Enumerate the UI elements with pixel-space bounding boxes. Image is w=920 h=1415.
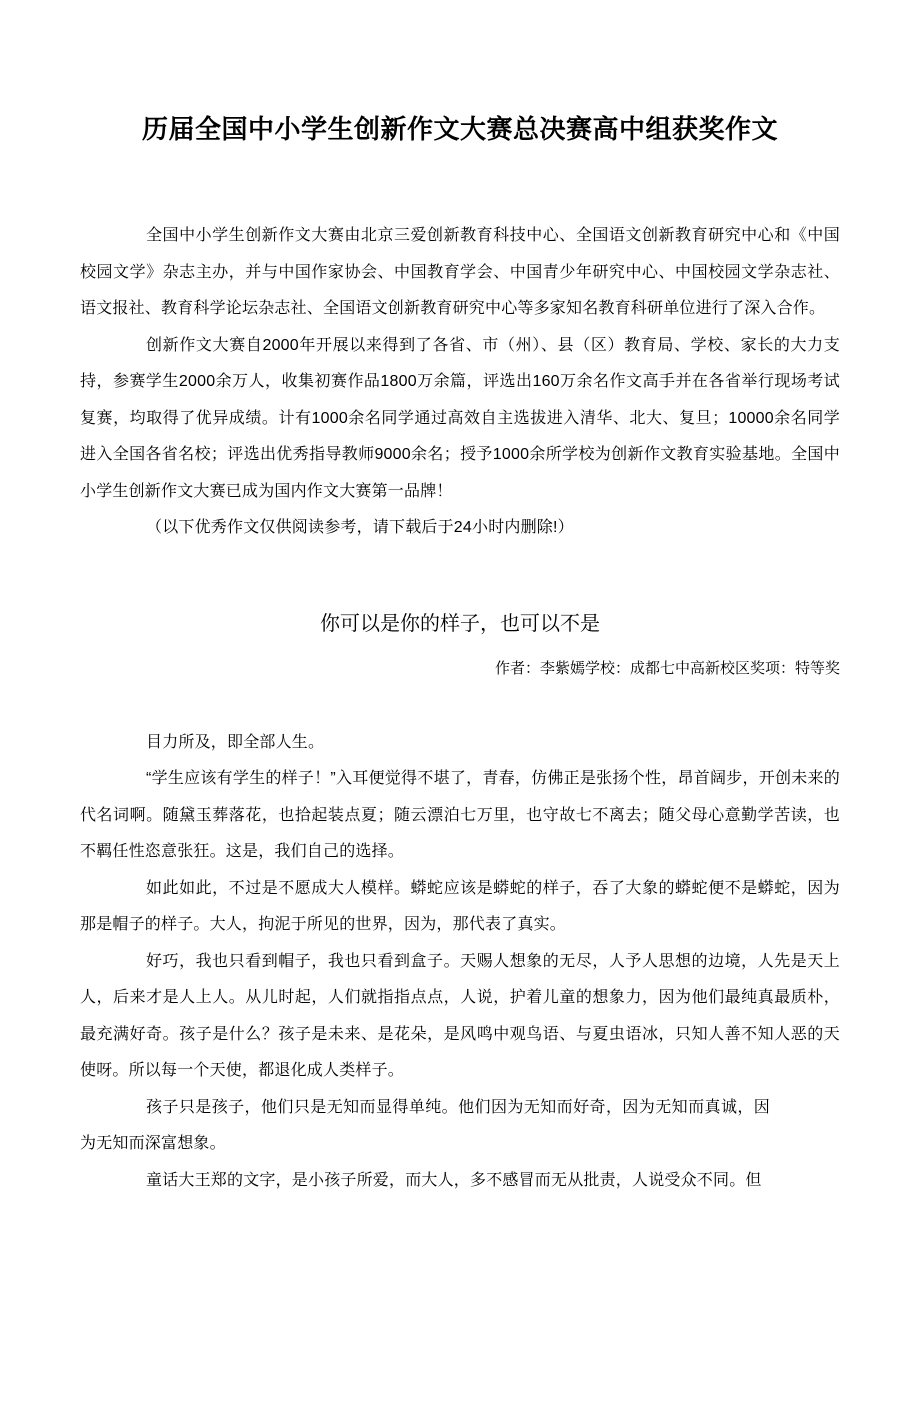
essay-paragraph: 童话大王郑的文字，是小孩子所爱，而大人，多不感冒而无从批责，人说受众不同。但	[146, 1171, 762, 1189]
page-title: 历届全国中小学生创新作文大赛总决赛高中组获奖作文	[141, 114, 778, 144]
essay-paragraph: “学生应该有学生的样子！”入耳便觉得不堪了，青春，仿佛正是张扬个性，昂首阔步，开创未来的代名词啊。随黛玉葬落花，也拾起装点夏；随云漂泊七万里，也守故七不离去；随父母心意勤学苦读，也不羁任性恣意张狂。这是，我们自己的选择。	[80, 770, 840, 860]
essay-paragraph: 如此如此，不过是不愿成大人模样。蟒蛇应该是蟒蛇的样子，吞了大象的蟒蛇便不是蟒蛇，因为那是帽子的样子。大人，拘泥于所见的世界，因为，那代表了真实。	[80, 879, 840, 933]
essay-body	[80, 725, 840, 1200]
intro-paragraph: 全国中小学生创新作文大赛由北京三爱创新教育科技中心、全国语文创新教育研究中心和《中国校园文学》杂志主办，并与中国作家协会、中国教育学会、中国青少年研究中心、中国校园文学杂志社、语文报社、教育科学论坛杂志社、全国语文创新教育研究中心等多家知名教育科研单位进行了深入合作。	[80, 227, 840, 317]
intro-section	[80, 218, 840, 547]
essay-paragraph: 目力所及，即全部人生。	[146, 733, 325, 751]
notice-line: （以下优秀作文仅供阅读参考，请下载后于24小时内删除!）	[146, 519, 574, 536]
essay-byline: 作者：李紫嫣学校：成都七中高新校区奖项：特等奖	[494, 659, 840, 677]
essay-title: 你可以是你的样子，也可以不是	[320, 612, 600, 635]
document-page	[0, 112, 920, 1415]
essay-paragraph: 好巧，我也只看到帽子，我也只看到盒子。天赐人想象的无尽，人予人思想的边境，人先是天上人，后来才是人上人。从儿时起，人们就指指点点，人说，护着儿童的想象力，因为他们最纯真最质朴，最充满好奇。孩子是什么？孩子是未来、是花朵，是风鸣中观鸟语、与夏虫语冰，只知人善不知人恶的天使呀。所以每一个天使，都退化成人类样子。	[80, 952, 840, 1079]
intro-paragraph: 创新作文大赛自2000年开展以来得到了各省、市（州）、县（区）教育局、学校、家长的大力支持，参赛学生2000余万人，收集初赛作品1800万余篇，评选出160万余名作文高手并在各省举行现场考试复赛，均取得了优异成绩。计有1000余名同学通过高效自主选拔进入清华、北大、复旦；10000余名同学进入全国各省名校；评选出优秀指导教师9000余名；授予1000余所学校为创新作文教育实验基地。全国中小学生创新作文大赛已成为国内作文大赛第一品牌！	[80, 336, 840, 500]
essay-paragraph: 孩子只是孩子，他们只是无知而显得单纯。他们因为无知而好奇，因为无知而真诚，因为无知而深富想象。	[80, 1098, 770, 1152]
